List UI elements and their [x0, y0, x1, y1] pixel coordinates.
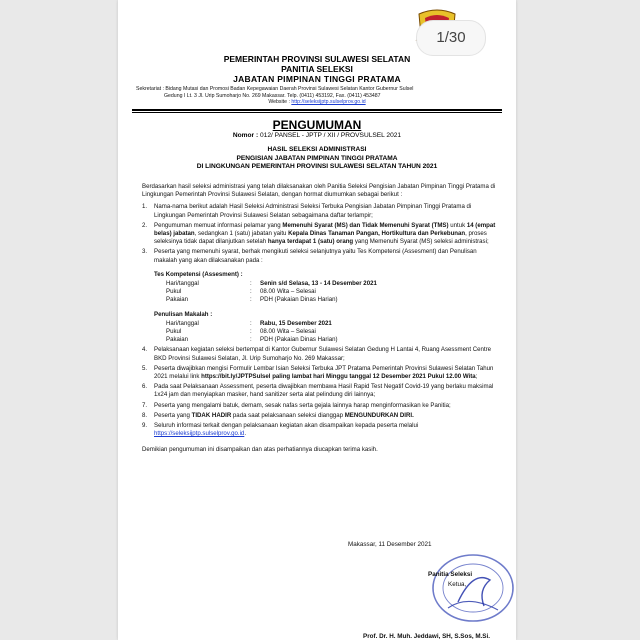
- website-link[interactable]: http://seleksijptp.sulselprov.go.id: [291, 99, 366, 105]
- signature-role: Ketua,: [448, 581, 467, 588]
- makalah-title: Penulisan Makalah :: [154, 310, 213, 318]
- row-label: Pakaian: [166, 336, 189, 344]
- nomor-label: Nomor :: [232, 132, 259, 139]
- row-value: Senin s/d Selasa, 13 - 14 Desember 2021: [260, 280, 377, 288]
- list-item: [142, 383, 496, 399]
- item-text: Pelaksanaan kegiatan seleksi bertempat di Kantor Gubernur Sulawesi Selatan Gedung H Lantai 4, Ruang Asessment Centre BKD Provinsi Sulawesi Selatan, Jl. Urip Sumoharjo No. 269 Makassar;: [154, 346, 492, 362]
- row-value: 08.00 Wita – Selesai: [260, 328, 316, 336]
- item-text: Peserta yang memenuhi syarat, berhak mengikuti seleksi selanjutnya yaitu Tes Kompetensi (Assesment) dan Penulisan makalah yang akan dilaksanakan pada :: [154, 248, 477, 264]
- secretariat-info: [136, 86, 498, 106]
- info-website-link[interactable]: https://seleksijptp.sulselprov.go.id: [154, 430, 245, 438]
- item-text: untuk: [448, 221, 467, 229]
- list-item: [142, 412, 496, 420]
- schedule-row: Hari/tanggal : Senin s/d Selasa, 13 - 14 Desember 2021: [166, 280, 496, 288]
- item-text: , proses seleksinya tidak dapat dilanjutkan setelah: [154, 230, 487, 246]
- row-value: PDH (Pakaian Dinas Harian): [260, 296, 338, 304]
- list-item: [142, 422, 496, 438]
- letterhead: [128, 54, 506, 84]
- nomor-value: 012/ PANSEL - JPTP / XII / PROVSULSEL 2021: [260, 132, 402, 139]
- document-subject: [118, 146, 516, 172]
- list-item: [142, 248, 496, 344]
- row-value: PDH (Pakaian Dinas Harian): [260, 336, 338, 344]
- subject-line3: DI LINGKUNGAN PEMERINTAH PROVINSI SULAWESI SELATAN TAHUN 2021: [196, 163, 438, 171]
- schedule-row: Pukul : 08.00 Wita – Selesai: [166, 288, 496, 296]
- item-number: 6.: [142, 383, 148, 391]
- list-item: [142, 402, 496, 410]
- letterhead-line2: PANITIA SELEKSI: [281, 64, 353, 74]
- registration-link-text[interactable]: https://bit.ly/JPTPSulsel paling lambat hari Minggu tanggal 12 Desember 2021 Pukul 12.00 Wita: [201, 373, 476, 381]
- item-text-bold: TIDAK HADIR: [191, 411, 232, 419]
- list-item: [142, 222, 496, 247]
- tes-title: Tes Kompetensi (Assesment) :: [154, 270, 243, 278]
- makalah-schedule: [166, 320, 496, 345]
- item-text: ;: [475, 373, 478, 381]
- place-date: Makassar, 11 Desember 2021: [348, 541, 432, 548]
- schedule-row: Pukul : 08.00 Wita – Selesai: [166, 328, 496, 336]
- address-line: Gedung I Lt. 3 Jl. Urip Sumoharjo No. 269 Makassar. Telp. (0411) 453192, Fax. (0411) 453487: [164, 92, 381, 99]
- item-number: 5.: [142, 364, 148, 372]
- item-text-bold: Memenuhi Syarat (MS) dan Tidak Memenuhi Syarat (TMS): [282, 221, 449, 229]
- letterhead-line1: PEMERINTAH PROVINSI SULAWESI SELATAN: [223, 54, 411, 64]
- website-label: Website :: [268, 99, 290, 105]
- announcement-list: [142, 203, 496, 438]
- list-item: [142, 365, 496, 381]
- item-text: pada saat pelaksanaan seleksi dianggap: [231, 411, 345, 419]
- closing-paragraph: Demikian pengumuman ini disampaikan dan atas perhatiannya diucapkan terima kasih.: [142, 446, 378, 454]
- tes-schedule: [166, 280, 496, 305]
- secretariat-line: Sekretariat : Bidang Mutasi dan Promosi Badan Kepegawaian Daerah Provinsi Sulawesi Selatan Kantor Gubernur Sulsel: [136, 86, 414, 92]
- subject-line2: PENGISIAN JABATAN PIMPINAN TINGGI PRATAMA: [236, 154, 398, 162]
- signature-org: Panitia Seleksi: [428, 571, 473, 578]
- item-text-bold: MENGUNDURKAN DIRI.: [344, 411, 414, 419]
- item-text: Pada saat Pelaksanaan Assessment, peserta diwajibkan membawa Hasil Rapid Test Negatif Covid-19 yang berlaku maksimal 1x24 jam dan menyiapkan masker, hand sanitizer serta alat pelindung diri lainnya;: [154, 383, 494, 399]
- signatory-name: Prof. Dr. H. Muh. Jeddawi, SH, S.Sos, M.Si.: [363, 633, 491, 640]
- item-text: Pengumuman memuat informasi pelamar yang: [154, 221, 283, 229]
- row-label: Hari/tanggal: [166, 319, 199, 327]
- item-number: 8.: [142, 411, 148, 419]
- official-stamp-icon: [428, 550, 516, 625]
- item-text: .: [244, 430, 247, 438]
- item-text: Peserta yang mengalami batuk, demam, sesak nafas serta gejala lainnya harap menginformasikan ke Panitia;: [154, 401, 451, 409]
- document-title: PENGUMUMAN: [272, 118, 362, 132]
- item-number: 7.: [142, 401, 148, 409]
- header-rule-thin: [132, 112, 502, 113]
- document-page: [118, 0, 516, 640]
- row-label: Pukul: [166, 328, 182, 336]
- list-item: [142, 346, 496, 362]
- header-rule-thick: [132, 109, 502, 111]
- schedule-row: Hari/tanggal : Rabu, 15 Desember 2021: [166, 320, 496, 328]
- page-counter: 1/30: [416, 20, 486, 56]
- list-item: [142, 203, 496, 219]
- item-number: 9.: [142, 422, 148, 430]
- item-text-bold: hanya terdapat 1 (satu) orang: [267, 238, 354, 246]
- row-value: Rabu, 15 Desember 2021: [260, 319, 332, 327]
- row-label: Pukul: [166, 288, 182, 296]
- schedule-row: Pakaian : PDH (Pakaian Dinas Harian): [166, 296, 496, 304]
- row-label: Hari/tanggal: [166, 280, 199, 288]
- item-text-bold: 14 (empat belas) jabatan: [154, 221, 496, 238]
- subject-line1: HASIL SELEKSI ADMINISTRASI: [267, 146, 367, 153]
- letterhead-line3: JABATAN PIMPINAN TINGGI PRATAMA: [233, 74, 401, 84]
- item-number: 4.: [142, 346, 148, 354]
- item-text-bold: Kepala Dinas Tanaman Pangan, Hortikultura dan Perkebunan: [288, 230, 466, 238]
- document-number: [118, 132, 516, 139]
- item-text: Seluruh informasi terkait dengan pelaksanaan kegiatan akan disampaikan kepada peserta melalui: [154, 422, 419, 430]
- document-body: [142, 183, 496, 461]
- item-text: Peserta yang: [154, 411, 192, 419]
- website-line: [136, 99, 498, 106]
- item-number: 1.: [142, 203, 148, 211]
- item-text: Peserta diwajibkan mengisi Formulir Lembar Isian Seleksi Terbuka JPT Pratama Pemerintah Provinsi Sulawesi Selatan Tahun 2021 melalui link: [154, 364, 494, 381]
- item-text: yang Memenuhi Syarat (MS) seleksi administrasi;: [353, 238, 489, 246]
- intro-paragraph: Berdasarkan hasil seleksi administrasi yang telah dilaksanakan oleh Panitia Seleksi Pengisian Jabatan Pimpinan Tinggi Pratama di Lingkungan Pemerintah Provinsi Sulawesi Selatan, dengan hormat diumumkan sebagai berikut :: [142, 183, 496, 199]
- item-text: , sedangkan 1 (satu) jabatan yaitu: [194, 230, 289, 238]
- item-text: Nama-nama berikut adalah Hasil Seleksi Administrasi Seleksi Terbuka Pengisian Jabatan Pimpinan Tinggi Pratama di Lingkungan Pemerintah Provinsi Sulawesi Selatan sebagaimana daftar terlampir;: [154, 203, 472, 219]
- row-label: Pakaian: [166, 296, 189, 304]
- schedule-row: Pakaian : PDH (Pakaian Dinas Harian): [166, 336, 496, 344]
- row-value: 08.00 Wita – Selesai: [260, 288, 316, 296]
- item-number: 3.: [142, 248, 148, 256]
- item-number: 2.: [142, 221, 148, 229]
